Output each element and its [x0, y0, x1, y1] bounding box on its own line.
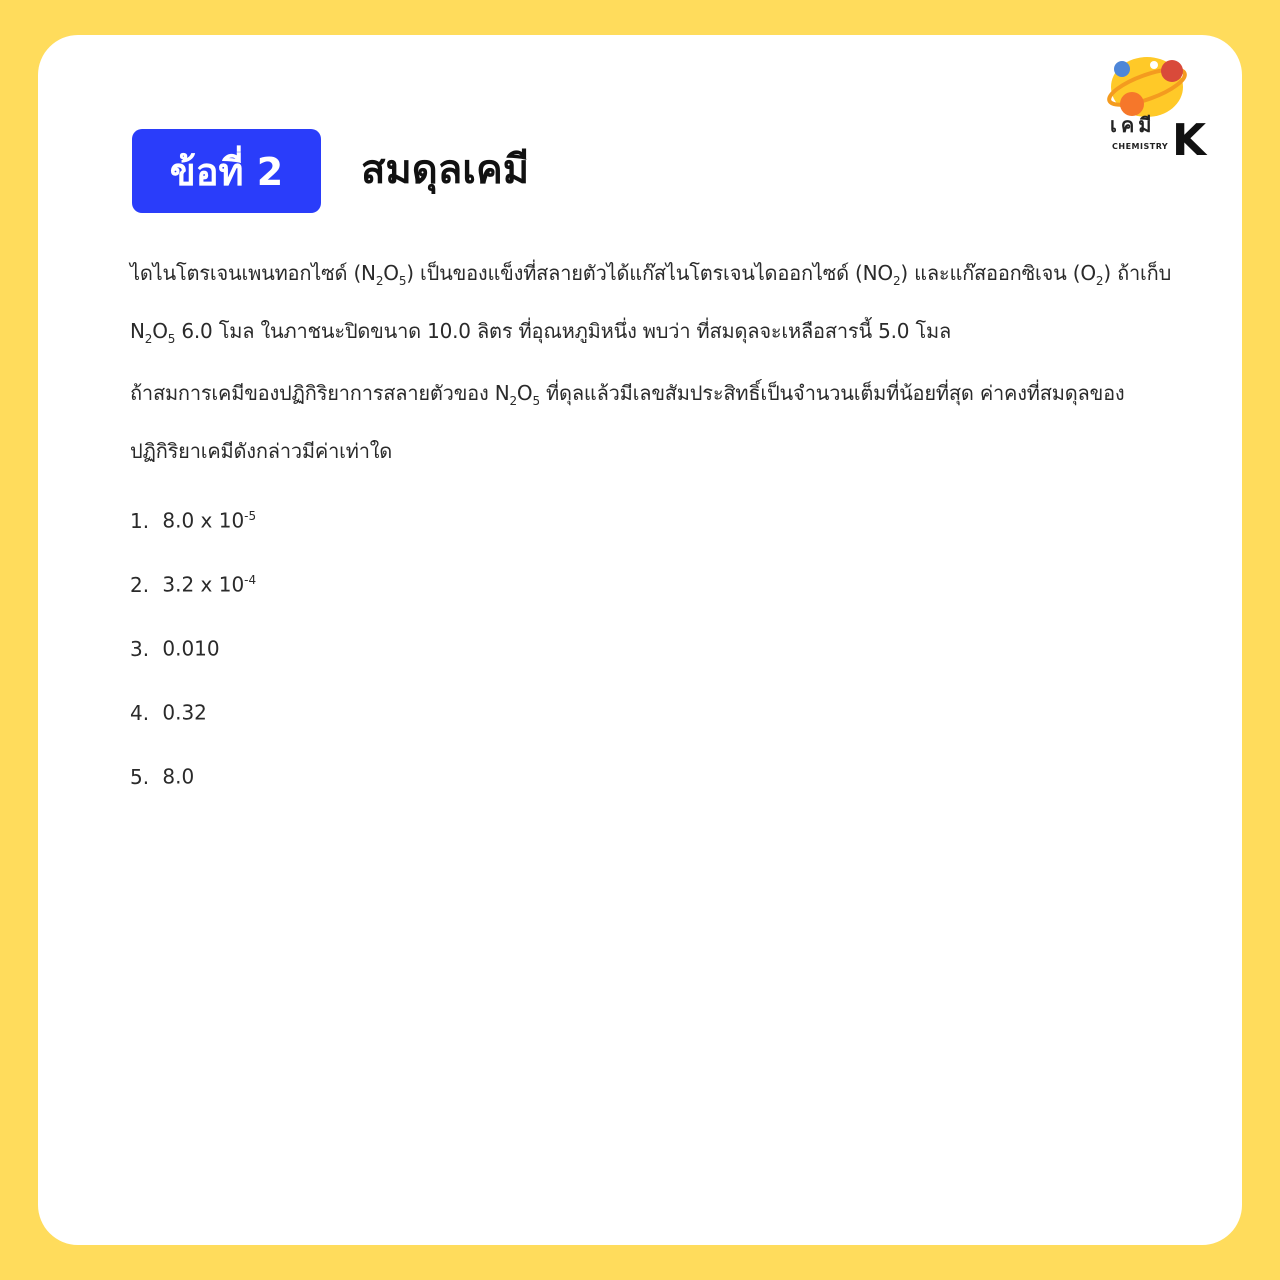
- page-title: สมดุลเคมี: [361, 147, 530, 193]
- text-segment: ที่ดุลแล้วมีเลขสัมประสิทธิ์เป็นจำนวนเต็มที่น้อยที่สุด ค่าคงที่สมดุลของปฏิกิริยาเคมีดังกล่าวมีค่าเท่าใด: [130, 381, 1125, 463]
- subscript: 2: [1095, 274, 1104, 288]
- badge-label: ข้อที่ 2: [169, 149, 284, 194]
- option-value: 0.32: [162, 700, 207, 725]
- text-segment: ถ้าสมการเคมีของปฏิกิริยาการสลายตัวของ N: [130, 381, 510, 405]
- subscript: 2: [144, 332, 153, 346]
- subscript: 2: [892, 274, 901, 288]
- answer-options: [130, 490, 256, 810]
- option-number: 4.: [130, 700, 150, 725]
- subscript: 2: [375, 274, 384, 288]
- option-number: 2.: [130, 572, 150, 597]
- logo-text: เคมี: [1110, 113, 1156, 137]
- text-segment: ไดไนโตรเจนเพนทอกไซด์ (N: [130, 261, 376, 285]
- option-number: 1.: [130, 508, 150, 533]
- planet-logo-icon: [1102, 49, 1212, 119]
- subscript: 5: [398, 274, 407, 288]
- question-paragraph-2: [130, 368, 1178, 476]
- text-segment: ) และแก๊สออกซิเจน (O: [900, 261, 1096, 285]
- option-value: 8.0 x 10: [162, 508, 245, 533]
- brand-logo: [1102, 49, 1212, 166]
- question-paragraph-1: [130, 248, 1178, 364]
- text-segment: ) ถ้าเก็บ N: [130, 261, 1172, 343]
- answer-option-1[interactable]: [130, 490, 256, 554]
- option-number: 5.: [130, 764, 150, 789]
- answer-option-2[interactable]: [130, 554, 256, 618]
- text-segment: O: [152, 319, 168, 343]
- option-value: 3.2 x 10: [162, 572, 245, 597]
- subscript: 2: [509, 394, 517, 408]
- option-number: 3.: [130, 636, 150, 661]
- answer-option-5[interactable]: [130, 746, 256, 810]
- option-value: 8.0: [162, 764, 195, 789]
- text-segment: ) เป็นของแข็งที่สลายตัวได้แก๊สไนโตรเจนไดออกไซด์ (NO: [406, 261, 893, 285]
- logo-letter: K: [1172, 115, 1207, 166]
- option-exponent: -4: [244, 573, 257, 587]
- text-segment: O: [516, 381, 533, 405]
- option-exponent: -5: [244, 509, 257, 523]
- text-segment: O: [383, 261, 399, 285]
- logo-subtitle: CHEMISTRY: [1112, 142, 1169, 151]
- answer-option-4[interactable]: [130, 682, 256, 746]
- question-number-badge: [132, 129, 321, 213]
- question-card: [38, 35, 1242, 1245]
- text-segment: 6.0 โมล ในภาชนะปิดขนาด 10.0 ลิตร ที่อุณหภูมิหนึ่ง พบว่า ที่สมดุลจะเหลือสารนี้ 5.0 โมล: [175, 319, 952, 343]
- option-value: 0.010: [162, 636, 220, 661]
- subscript: 5: [167, 332, 176, 346]
- answer-option-3[interactable]: [130, 618, 256, 682]
- subscript: 5: [532, 394, 540, 408]
